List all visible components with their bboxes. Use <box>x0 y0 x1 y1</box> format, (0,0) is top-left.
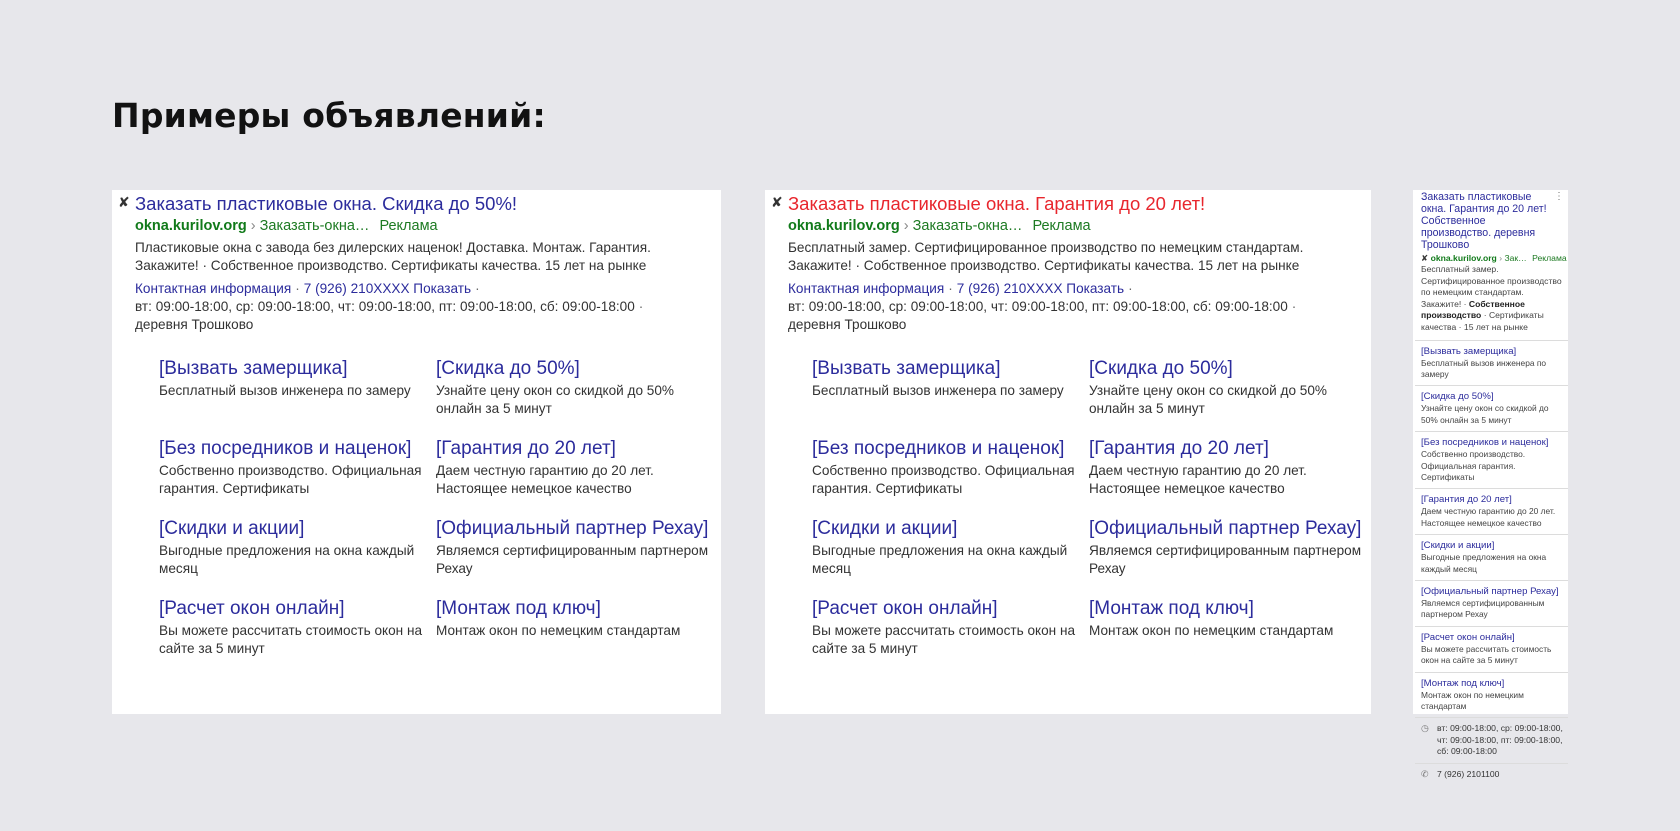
ad-domain-link[interactable]: okna.kurilov.org <box>788 218 900 234</box>
sitelinks-grid <box>159 356 713 676</box>
sitelink-title[interactable]: [Скидка до 50%] <box>1421 391 1494 403</box>
sitelink-desc: Являемся сертифицированным партнером Рехау <box>1089 543 1362 576</box>
sitelink <box>1089 516 1366 578</box>
sitelink <box>812 596 1089 658</box>
sitelink <box>1089 356 1366 418</box>
sitelink <box>812 436 1089 498</box>
ad-marker-icon: ✘ <box>1421 253 1429 263</box>
sitelink-title[interactable]: [Расчет окон онлайн] <box>1421 631 1515 643</box>
working-hours: вт: 09:00-18:00, ср: 09:00-18:00, чт: 09:00-18:00, пт: 09:00-18:00, сб: 09:00-18:00 <box>1437 723 1563 757</box>
ad-description: Бесплатный замер. Сертифицированное производство по немецким стандартам. Закажите! · Собственное производство. Сертификаты качества. 15 лет на рынке <box>788 240 1304 273</box>
sitelink-title[interactable]: [Без посредников и наценок] <box>1421 437 1549 449</box>
working-hours: вт: 09:00-18:00, ср: 09:00-18:00, чт: 09:00-18:00, пт: 09:00-18:00, сб: 09:00-18:00 <box>788 299 1288 314</box>
breadcrumb-separator: › <box>1496 253 1505 263</box>
sitelink-title[interactable]: [Скидка до 50%] <box>436 358 580 379</box>
sitelink-title[interactable]: [Гарантия до 20 лет] <box>1089 438 1269 459</box>
hours-row <box>1415 717 1568 763</box>
sitelink-title[interactable]: [Монтаж под ключ] <box>1089 598 1254 619</box>
phone-row[interactable] <box>1415 763 1568 786</box>
dot-separator: · <box>475 281 480 296</box>
ad-card-desktop-1 <box>112 190 721 714</box>
dot-separator: · <box>948 281 953 296</box>
ad-title-link[interactable]: Заказать пластиковые окна. Скидка до 50%! <box>135 193 518 214</box>
sitelink <box>436 356 713 418</box>
ad-path-link[interactable]: Заказать-окна… <box>259 218 370 234</box>
ad-title-link[interactable]: Заказать пластиковые окна. Гарантия до 20 лет! Собственное производство. деревня Трошково <box>1421 191 1547 251</box>
phone-show-link[interactable]: 7 (926) 210XXXX Показать <box>303 281 472 296</box>
sitelink <box>436 436 713 498</box>
sitelink-title[interactable]: [Без посредников и наценок] <box>812 438 1065 459</box>
ad-path-link[interactable]: Заказать-окна… <box>912 218 1023 234</box>
ad-label: Реклама <box>1032 218 1091 234</box>
desc-text: Бесплатный замер. Сертифицированное производство по немецким стандартам. Закажите! · <box>1421 264 1562 309</box>
sitelink-title[interactable]: [Скидки и акции] <box>1421 540 1495 552</box>
sitelink-title[interactable]: [Вызвать замерщика] <box>812 358 1001 379</box>
sitelink-desc: Собственно производство. Официальная гарантия. Сертификаты <box>812 463 1075 496</box>
sitelink[interactable] <box>1415 534 1568 580</box>
phone-icon: ✆ <box>1421 768 1429 779</box>
sitelink-title[interactable]: [Гарантия до 20 лет] <box>1421 494 1512 506</box>
sitelink <box>1089 596 1366 658</box>
sitelink-desc: Узнайте цену окон со скидкой до 50% онлайн за 5 минут <box>436 383 675 416</box>
ad-url-line <box>135 216 713 236</box>
sitelink-title[interactable]: [Без посредников и наценок] <box>159 438 412 459</box>
sitelink-title[interactable]: [Монтаж под ключ] <box>436 598 601 619</box>
sitelink-desc: Выгодные предложения на окна каждый месяц <box>812 543 1068 576</box>
ad-label: Реклама <box>379 218 438 234</box>
sitelink <box>1089 436 1366 498</box>
sitelink-desc: Вы можете рассчитать стоимость окон на сайте за 5 минут <box>1421 643 1552 666</box>
sitelink-desc: Даем честную гарантию до 20 лет. Настоящее немецкое качество <box>1421 506 1556 528</box>
sitelink-title[interactable]: [Расчет окон онлайн] <box>159 598 345 619</box>
sitelink <box>436 516 713 578</box>
sitelink <box>436 596 713 658</box>
sitelink-desc: Монтаж окон по немецким стандартам <box>436 623 681 638</box>
clock-icon: ◷ <box>1421 723 1429 734</box>
ad-card-mobile <box>1413 190 1568 779</box>
ad-title-link[interactable]: Заказать пластиковые окна. Гарантия до 20 лет! <box>788 193 1206 214</box>
sitelink-desc: Узнайте цену окон со скидкой до 50% онлайн за 5 минут <box>1089 383 1328 416</box>
sitelink-title[interactable]: [Расчет окон онлайн] <box>812 598 998 619</box>
sitelink[interactable] <box>1415 672 1568 718</box>
sitelink-title[interactable]: [Официальный партнер Рехау] <box>436 518 709 539</box>
sitelink-desc: Бесплатный вызов инженера по замеру <box>812 383 1064 398</box>
ad-label: Реклама <box>1532 253 1567 263</box>
ad-contacts <box>135 280 713 334</box>
dot-separator: · <box>638 299 644 314</box>
ad-description: Пластиковые окна с завода без дилерских наценок! Доставка. Монтаж. Гарантия. Закажите! · Собственное производство. Сертификаты качества. 15 лет на рынке <box>135 240 651 273</box>
ad-path-link[interactable]: Зак… <box>1504 253 1527 263</box>
ad-domain-link[interactable]: okna.kurilov.org <box>1430 253 1497 263</box>
sitelink-title[interactable]: [Вызвать замерщика] <box>159 358 348 379</box>
sitelink-desc: Являемся сертифицированным партнером Рехау <box>436 543 709 576</box>
location: деревня Трошково <box>788 317 907 332</box>
dot-separator: · <box>1128 281 1133 296</box>
ad-description <box>1415 264 1568 334</box>
sitelink[interactable] <box>1415 488 1568 534</box>
dot-separator: · <box>295 281 300 296</box>
ad-card-desktop-2 <box>765 190 1371 714</box>
sitelink-title[interactable]: [Вызвать замерщика] <box>1421 345 1517 357</box>
ad-url-line <box>788 216 1363 236</box>
sitelink-title[interactable]: [Гарантия до 20 лет] <box>436 438 616 459</box>
location: деревня Трошково <box>135 317 254 332</box>
ad-contacts <box>788 280 1363 334</box>
sitelink-desc: Выгодные предложения на окна каждый месяц <box>159 543 415 576</box>
phone-number[interactable]: 7 (926) 2101100 <box>1437 768 1500 779</box>
ad-marker-icon[interactable]: ✘ <box>771 194 783 210</box>
sitelink-desc: Даем честную гарантию до 20 лет. Настоящее немецкое качество <box>436 463 654 496</box>
ad-url-line <box>1415 252 1568 264</box>
sitelink-desc: Бесплатный вызов инженера по замеру <box>1421 357 1547 379</box>
phone-show-link[interactable]: 7 (926) 210XXXX Показать <box>956 281 1125 296</box>
contact-info-link[interactable]: Контактная информация <box>135 281 292 296</box>
sitelink-title[interactable]: [Официальный партнер Рехау] <box>1421 586 1559 598</box>
sitelink <box>812 356 1089 418</box>
breadcrumb-separator: › <box>903 218 913 234</box>
sitelink[interactable] <box>1415 626 1568 672</box>
sitelinks-grid <box>812 356 1363 676</box>
sitelink-desc: Вы можете рассчитать стоимость окон на сайте за 5 минут <box>159 623 423 656</box>
sitelink-title[interactable]: [Скидки и акции] <box>812 518 958 539</box>
contact-info-link[interactable]: Контактная информация <box>788 281 945 296</box>
sitelink[interactable] <box>1415 385 1568 431</box>
sitelink[interactable] <box>1415 340 1568 386</box>
sitelink <box>159 596 436 658</box>
sitelink <box>159 516 436 578</box>
sitelink-title[interactable]: [Скидки и акции] <box>159 518 305 539</box>
sitelink-title[interactable]: [Монтаж под ключ] <box>1421 677 1505 689</box>
more-menu-icon[interactable]: ⋮ <box>1554 191 1564 202</box>
desc-tail: · Сертификаты качества · 15 лет на рынке <box>1421 310 1544 332</box>
sitelink-desc: Монтаж окон по немецким стандартам <box>1089 623 1334 638</box>
working-hours: вт: 09:00-18:00, ср: 09:00-18:00, чт: 09:00-18:00, пт: 09:00-18:00, сб: 09:00-18:00 <box>135 299 635 314</box>
ad-marker-icon[interactable]: ✘ <box>118 194 130 210</box>
dot-separator: · <box>1291 299 1297 314</box>
page-title: Примеры объявлений: <box>112 96 546 135</box>
sitelink[interactable] <box>1415 431 1568 488</box>
breadcrumb-separator: › <box>250 218 260 234</box>
sitelink <box>159 356 436 418</box>
sitelink <box>812 516 1089 578</box>
desc-bold: Собственное производство <box>1421 298 1525 321</box>
sitelink-desc: Монтаж окон по немецким стандартам <box>1421 689 1524 712</box>
sitelink-desc: Являемся сертифицированным партнером Рехау <box>1421 598 1545 620</box>
sitelink-desc: Узнайте цену окон со скидкой до 50% онлайн за 5 минут <box>1421 403 1549 425</box>
sitelink <box>159 436 436 498</box>
sitelink-desc: Бесплатный вызов инженера по замеру <box>159 383 411 398</box>
sitelink-title[interactable]: [Официальный партнер Рехау] <box>1089 518 1362 539</box>
sitelink-desc: Выгодные предложения на окна каждый месяц <box>1421 552 1547 574</box>
sitelink-desc: Собственно производство. Официальная гарантия. Сертификаты <box>159 463 422 496</box>
sitelink-title[interactable]: [Скидка до 50%] <box>1089 358 1233 379</box>
sitelink[interactable] <box>1415 580 1568 626</box>
sitelink-desc: Вы можете рассчитать стоимость окон на сайте за 5 минут <box>812 623 1076 656</box>
sitelink-desc: Собственно производство. Официальная гарантия. Сертификаты <box>1421 449 1526 482</box>
ad-domain-link[interactable]: okna.kurilov.org <box>135 218 247 234</box>
sitelink-desc: Даем честную гарантию до 20 лет. Настоящее немецкое качество <box>1089 463 1307 496</box>
